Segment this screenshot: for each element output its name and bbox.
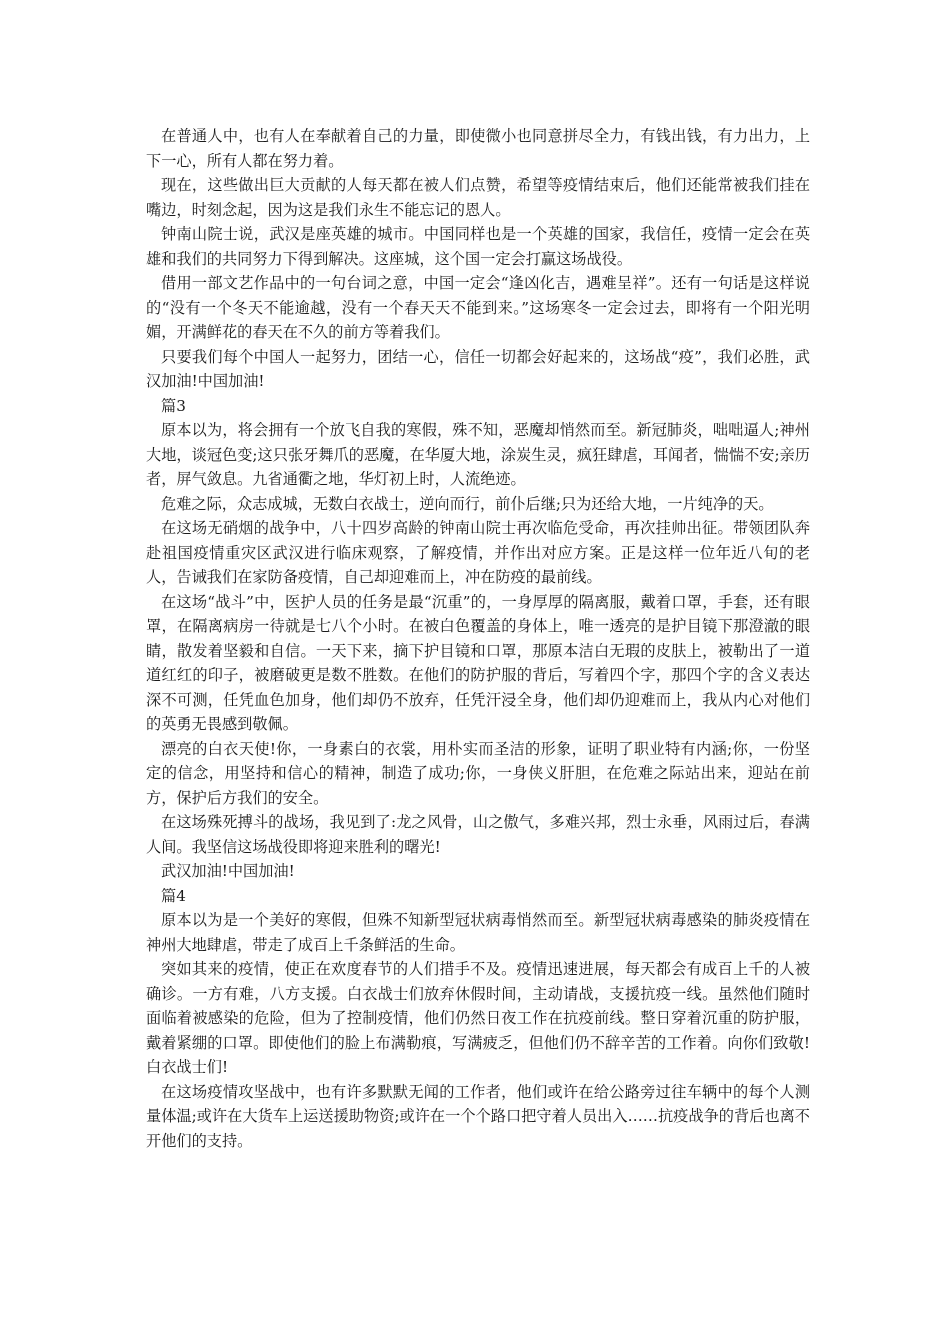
paragraph: 在普通人中，也有人在奉献着自己的力量，即使微小也同意拼尽全力，有钱出钱，有力出力，上下一心，所有人都在努力着。: [146, 127, 810, 170]
paragraph: 危难之际，众志成城，无数白衣战士，逆向而行，前仆后继;只为还给大地，一片纯净的天。: [161, 494, 774, 513]
section-heading: 篇4: [161, 886, 186, 905]
paragraph: 在这场“战斗”中，医护人员的任务是最“沉重”的，一身厚厚的隔离服，戴着口罩，手套，还有眼罩，在隔离病房一待就是七八个小时。在被白色覆盖的身体上，唯一透亮的是护目镜下那澄澈的眼睛，散发着坚毅和自信。一天下来，摘下护目镜和口罩，那原本洁白无瑕的皮肤上，被勒出了一道道红红的印子，被磨破更是数不胜数。在他们的防护服的背后，写着四个字，那四个字的含义表达深不可测，任凭血色加身，他们却仍不放弃，任凭汗浸全身，他们却仍迎难而上，我从内心对他们的英勇无畏感到敬佩。: [146, 592, 810, 733]
paragraph: 原本以为，将会拥有一个放飞自我的寒假，殊不知，恶魔却悄然而至。新冠肺炎，咄咄逼人;神州大地，谈冠色变;这只张牙舞爪的恶魔，在华厦大地，涂炭生灵，疯狂肆虐，耳闻者，惴惴不安;亲历者，屏气敛息。九省通衢之地，华灯初上时，人流绝迹。: [146, 421, 810, 488]
paragraph: 在这场无硝烟的战争中，八十四岁高龄的钟南山院士再次临危受命，再次挂帅出征。带领团队奔赴祖国疫情重灾区武汉进行临床观察，了解疫情，并作出对应方案。正是这样一位年近八旬的老人，告诫我们在家防备疫情，自己却迎难而上，冲在防疫的最前线。: [146, 519, 810, 586]
paragraph: 突如其来的疫情，使正在欢度春节的人们措手不及。疫情迅速进展，每天都会有成百上千的人被确诊。一方有难，八方支援。白衣战士们放弃休假时间，主动请战，支援抗疫一线。虽然他们随时面临着被感染的危险，但为了控制疫情，他们仍然日夜工作在抗疫前线。整日穿着沉重的防护服，戴着紧绷的口罩。即使他们的脸上布满勒痕，写满疲乏，但他们仍不辞辛苦的工作着。向你们致敬!白衣战士们!: [146, 960, 810, 1076]
section-heading: 篇3: [161, 396, 186, 415]
slogan-line: 武汉加油!中国加油!: [161, 862, 295, 880]
paragraph: 借用一部文艺作品中的一句台词之意，中国一定会“逢凶化吉，遇难呈祥”。还有一句话是这样说的“没有一个冬天不能逾越，没有一个春天天不能到来。”这场寒冬一定会过去，即将有一个阳光明媚，开满鲜花的春天在不久的前方等着我们。: [146, 274, 810, 341]
paragraph: 现在，这些做出巨大贡献的人每天都在被人们点赞，希望等疫情结束后，他们还能常被我们挂在嘴边，时刻念起，因为这是我们永生不能忘记的恩人。: [146, 176, 810, 219]
paragraph: 在这场殊死搏斗的战场，我见到了:龙之风骨，山之傲气，多难兴邦，烈士永垂，风雨过后，春满人间。我坚信这场战役即将迎来胜利的曙光!: [146, 813, 810, 856]
paragraph: 钟南山院士说，武汉是座英雄的城市。中国同样也是一个英雄的国家，我信任，疫情一定会在英雄和我们的共同努力下得到解决。这座城，这个国一定会打赢这场战役。: [146, 225, 810, 268]
paragraph: 漂亮的白衣天使!你，一身素白的衣裳，用朴实而圣洁的形象，证明了职业特有内涵;你，一份坚定的信念，用坚持和信心的精神，制造了成功;你，一身侠义肝胆，在危难之际站出来，迎站在前方，保护后方我们的安全。: [146, 739, 810, 807]
paragraph: 原本以为是一个美好的寒假，但殊不知新型冠状病毒悄然而至。新型冠状病毒感染的肺炎疫情在神州大地肆虐，带走了成百上千条鲜活的生命。: [146, 911, 810, 954]
paragraph: 在这场疫情攻坚战中，也有许多默默无闻的工作者，他们或许在给公路旁过往车辆中的每个人测量体温;或许在大货车上运送援助物资;或许在一个个路口把守着人员出入……抗疫战争的背后也离不开他们的支持。: [146, 1082, 810, 1150]
paragraph: 只要我们每个中国人一起努力，团结一心，信任一切都会好起来的，这场战“疫”，我们必胜，武汉加油!中国加油!: [146, 347, 810, 390]
document-body: [146, 124, 810, 1153]
